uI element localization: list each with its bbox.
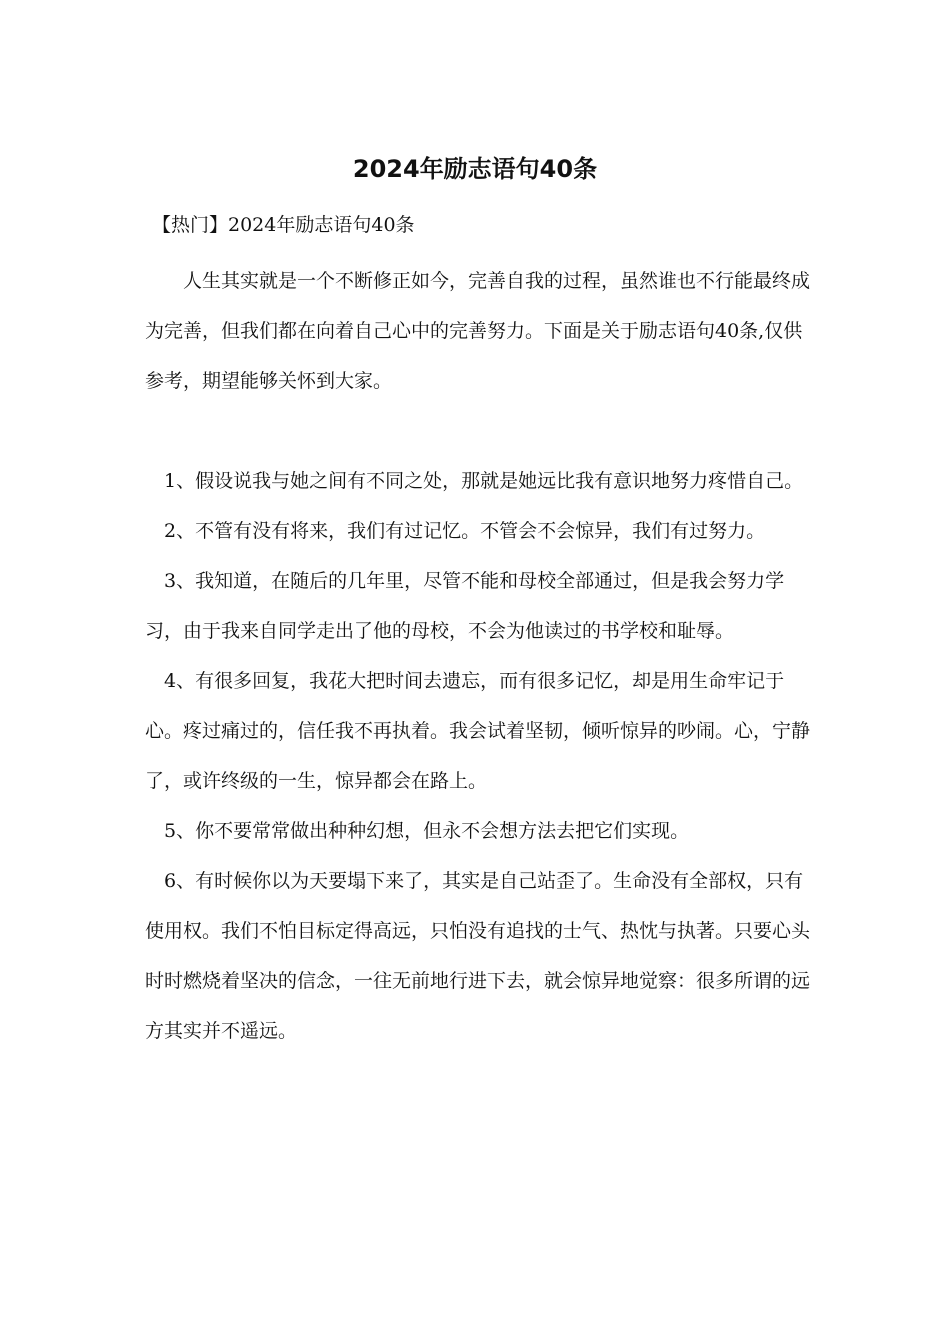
document-title: 2024年励志语句40条: [352, 155, 598, 183]
list-item: 3、我知道，在随后的几年里，尽管不能和母校全部通过，但是我会努力学习，由于我来自同学走出了他的母校，不会为他读过的书学校和耻辱。: [145, 570, 785, 642]
list-item: 2、不管有没有将来，我们有过记忆。不管会不会惊异，我们有过努力。: [164, 520, 766, 542]
paragraph-spacer: [145, 406, 813, 456]
list-item: 4、有很多回复，我花大把时间去遗忘，而有很多记忆，却是用生命牢记于心。疼过痛过的，信任我不再执着。我会试着坚韧，倾听惊异的吵闹。心，宁静了，或许终级的一生，惊异都会在路上。: [145, 670, 811, 792]
document-body: [145, 256, 813, 1056]
list-item: 5、你不要常常做出种种幻想，但永不会想方法去把它们实现。: [164, 820, 690, 842]
list-item: 1、假设说我与她之间有不同之处，那就是她远比我有意识地努力疼惜自己。: [164, 470, 804, 492]
document-subtitle: 【热门】2024年励志语句40条: [152, 214, 415, 236]
intro-paragraph: 人生其实就是一个不断修正如今，完善自我的过程，虽然谁也不行能最终成为完善，但我们都在向着自己心中的完善努力。下面是关于励志语句40条,仅供参考，期望能够关怀到大家。: [145, 270, 811, 392]
list-item: 6、有时候你以为天要塌下来了，其实是自己站歪了。生命没有全部权，只有使用权。我们不怕目标定得高远，只怕没有追找的士气、热忱与执著。只要心头时时燃烧着坚决的信念，一往无前地行进下去，就会惊异地觉察：很多所谓的远方其实并不遥远。: [145, 870, 811, 1042]
